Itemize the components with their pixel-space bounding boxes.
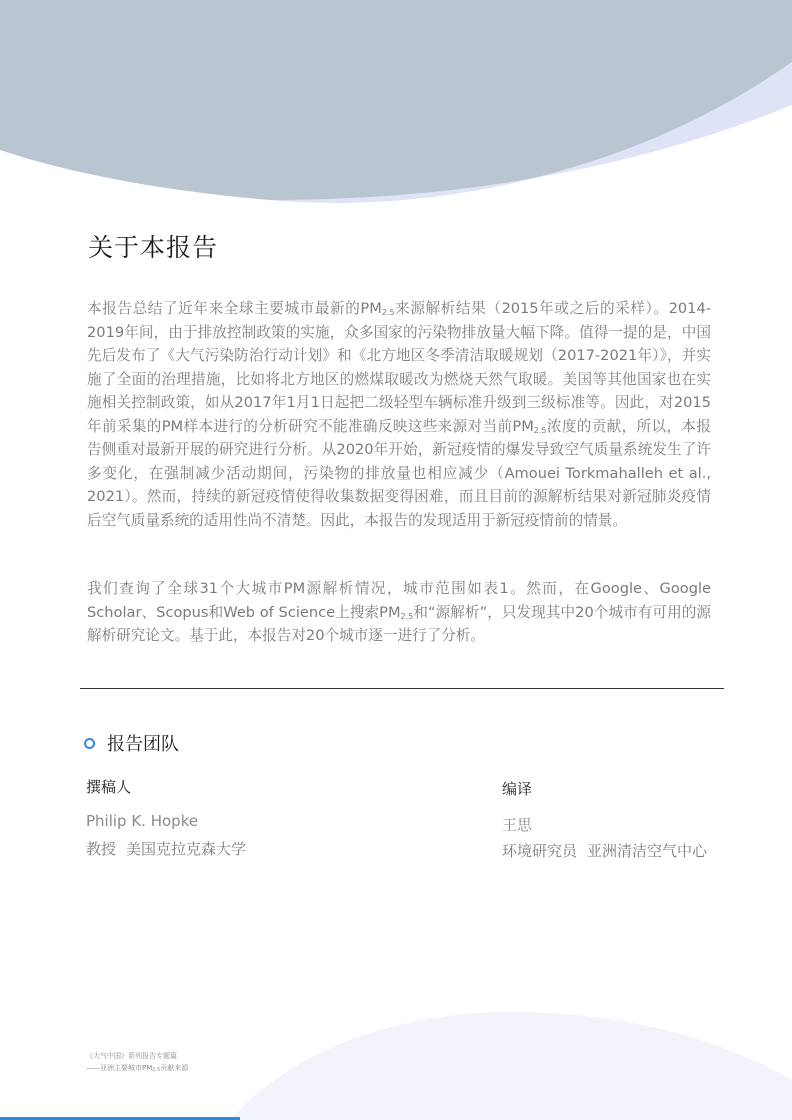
author-name: Philip K. Hopke xyxy=(86,812,199,830)
translator-name: 王思 xyxy=(502,816,533,834)
page-title: 关于本报告 xyxy=(88,233,219,262)
author-role: 撰稿人 xyxy=(86,778,132,796)
footer-series-subtitle: ——亚洲主要城市$PM_{2.5}$贡献来源 xyxy=(86,1064,189,1073)
translator-affiliation: 环境研究员 亚洲清洁空气中心 xyxy=(502,842,708,860)
header-band xyxy=(0,0,792,203)
translator-role: 编译 xyxy=(502,780,533,798)
team-heading: 报告团队 xyxy=(107,734,179,755)
bottom-decor-shape xyxy=(230,1012,792,1120)
search-paragraph: 我们查询了全球31个大城市PM源解析情况，城市范围如表1。然而，在Google、Google Scholar、Scopus和Web of Science上搜索$PM_{2.5}$和“源解析”，只发现其中20个城市有可用的源解析研究论文。基于此，本报告对20个城市逐一进行了分析。 xyxy=(87,580,711,644)
footer-series xyxy=(86,1050,188,1074)
author-block xyxy=(86,776,246,859)
translator-block xyxy=(502,778,707,861)
author-affiliation: 教授 美国克拉克森大学 xyxy=(86,840,247,858)
bullet-circle-icon xyxy=(84,738,95,749)
section-divider xyxy=(80,688,724,689)
intro-paragraph: 本报告总结了近年来全球主要城市最新的$PM_{2.5}$来源解析结果（2015年或之后的采样）。2014-2019年间，由于排放控制政策的实施，众多国家的污染物排放量大幅下降。值得一提的是，中国先后发布了《大气污染防治行动计划》和《北方地区冬季清洁取暖规划（2017-2021年）》，并实施了全面的治理措施，比如将北方地区的燃煤取暖改为燃烧天然气取暖。美国等其他国家也在实施相关控制政策，如从2017年1月1日起把二级轻型车辆标准升级到三级标准等。因此，对2015年前采集的PM样本进行的分析研究不能准确反映这些来源对当前$PM_{2.5}$浓度的贡献，所以，本报告侧重对最新开展的研究进行分析。从2020年开始，新冠疫情的爆发导致空气质量系统发生了许多变化，在强制减少活动期间，污染物的排放量也相应减少（Amouei Torkmahalleh et al., 2021）。然而，持续的新冠疫情使得收集数据变得困难，而且目前的源解析结果对新冠肺炎疫情后空气质量系统的适用性尚不清楚。因此，本报告的发现适用于新冠疫情前的情景。 xyxy=(87,300,711,529)
footer-series-title: 《大气中国》系列报告专题篇 xyxy=(86,1052,177,1060)
